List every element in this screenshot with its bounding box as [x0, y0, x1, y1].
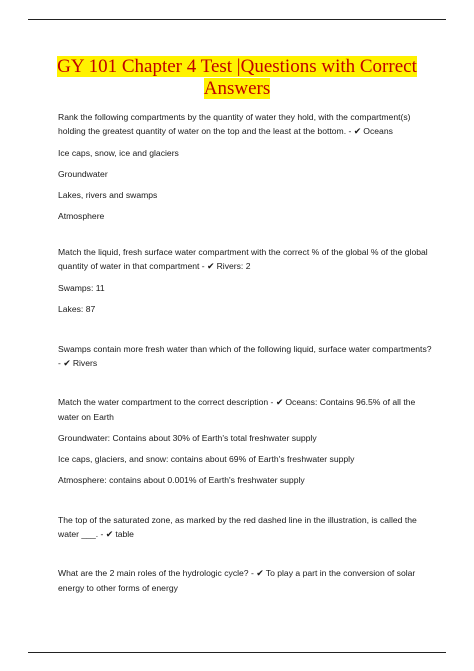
check-icon: ✔ [105, 530, 114, 540]
check-icon: ✔ [63, 359, 71, 369]
check-icon: ✔ [207, 262, 215, 272]
answer-line: Groundwater: Contains about 30% of Earth's total freshwater supply [58, 433, 317, 443]
question-block-6 [58, 566, 434, 595]
answer-line: Ice caps, glaciers, and snow: contains about 69% of Earth's freshwater supply [58, 454, 355, 464]
question-text: Rank the following compartments by the quantity of water they hold, with the compartment(s) holding the greatest quantity of water on the top and the least at the bottom. - ✔ Oceans [58, 112, 411, 137]
question-block-2 [58, 245, 434, 316]
question-text: What are the 2 main roles of the hydrologic cycle? - ✔ To play a part in the conversion of solar energy to other forms of energy [58, 568, 416, 593]
answer-line: Atmosphere [58, 211, 105, 221]
question-list [58, 110, 434, 595]
answer-text: table [115, 529, 134, 539]
check-icon: ✔ [256, 569, 264, 579]
question-block-3 [58, 342, 434, 371]
answer-line: Ice caps, snow, ice and glaciers [58, 148, 179, 158]
question-text: Swamps contain more fresh water than which of the following liquid, surface water compartments? - ✔ Rivers [58, 344, 432, 369]
document-title [36, 56, 438, 100]
title-line-2: Answers [203, 78, 271, 99]
question-text: Match the liquid, fresh surface water compartment with the correct % of the global % of the global quantity of water in that compartment - ✔ Rivers: 2 [58, 247, 428, 272]
answer-line: Swamps: 11 [58, 283, 105, 293]
answer-line: Lakes: 87 [58, 304, 96, 314]
answer-text: To play a part in the conversion of solar energy to other forms of energy [58, 568, 416, 593]
answer-line: Atmosphere: contains about 0.001% of Earth's freshwater supply [58, 475, 305, 485]
answer-text: Rivers [72, 358, 98, 368]
check-icon: ✔ [275, 398, 284, 408]
question-text: The top of the saturated zone, as marked by the red dashed line in the illustration, is called the water ___. - ✔ table [58, 515, 417, 540]
answer-line: Groundwater [58, 169, 108, 179]
answer-text: Rivers: 2 [216, 261, 251, 271]
question-text: Match the water compartment to the correct description - ✔ Oceans: Contains 96.5% of all the water on Earth [58, 397, 416, 422]
answer-line: Lakes, rivers and swamps [58, 190, 158, 200]
bottom-rule [28, 652, 446, 653]
answer-text: Oceans: Contains 96.5% of all the water on Earth [58, 397, 416, 422]
top-rule [28, 19, 446, 20]
question-block-1 [58, 110, 434, 223]
title-line-1: GY 101 Chapter 4 Test |Questions with Correct [57, 56, 417, 77]
check-icon: ✔ [353, 127, 362, 137]
question-block-5 [58, 513, 434, 542]
question-block-4 [58, 395, 434, 487]
answer-text: Oceans [363, 126, 393, 136]
